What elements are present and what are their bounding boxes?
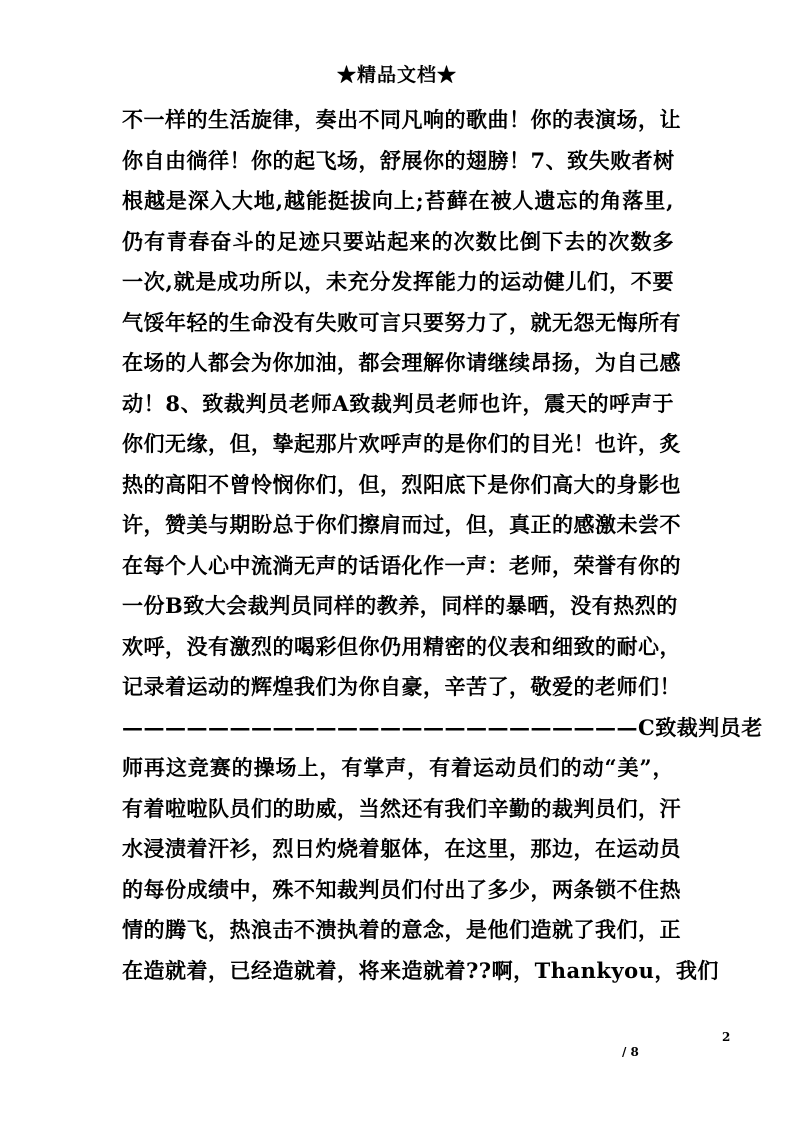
body-line: 在场的人都会为你加油，都会理解你请继续昂扬，为自己感	[122, 350, 681, 375]
body-line: 动！8、致裁判员老师A致裁判员老师也许，震天的呼声于	[122, 390, 674, 416]
document-body	[122, 100, 763, 991]
body-line: 情的腾飞，热浪击不溃执着的意念，是他们造就了我们，正	[122, 917, 681, 942]
document-header: ★精品文档★	[336, 64, 457, 86]
body-line: ————————————————————————C致裁判员老	[122, 714, 763, 740]
body-line: 在每个人心中流淌无声的话语化作一声：老师，荣誉有你的	[122, 552, 681, 578]
body-line: 欢呼，没有激烈的喝彩但你仍用精密的仪表和细致的耐心，	[122, 633, 681, 659]
body-line: 有着啦啦队员们的助威，当然还有我们辛勤的裁判员们，汗	[122, 795, 681, 821]
body-line: 师再这竞赛的操场上，有掌声，有着运动员们的动“美”，	[122, 755, 674, 780]
body-line: 水浸渍着汗衫，烈日灼烧着躯体，在这里，那边，在运动员	[122, 836, 681, 861]
body-line: 的每份成绩中，殊不知裁判员们付出了多少，两条锁不住热	[122, 876, 681, 902]
body-line: 许，赞美与期盼总于你们擦肩而过，但，真正的感激未尝不	[122, 512, 681, 537]
body-line: 你自由徜徉！你的起飞场，舒展你的翅膀！7、致失败者树	[122, 147, 675, 173]
page-total: / 8	[622, 1045, 639, 1059]
body-line: 记录着运动的辉煌我们为你自豪，辛苦了，敬爱的老师们！	[122, 674, 681, 699]
page-number: 2	[722, 1030, 731, 1044]
body-line: 气馁年轻的生命没有失败可言只要努力了，就无怨无悔所有	[122, 309, 681, 335]
body-line: 一次,就是成功所以，未充分发挥能力的运动健儿们，不要	[122, 269, 674, 294]
body-line: 根越是深入大地,越能挺拔向上;苔藓在被人遗忘的角落里,	[122, 188, 674, 213]
body-line: 你们无缘，但，挚起那片欢呼声的是你们的目光！也许，炙	[122, 431, 681, 456]
body-line: 热的高阳不曾怜悯你们，但，烈阳底下是你们高大的身影也	[122, 471, 681, 497]
body-line: 不一样的生活旋律，奏出不同凡响的歌曲！你的表演场，让	[122, 107, 681, 132]
body-line: 在造就着，已经造就着，将来造就着??啊，Thankyou，我们	[122, 957, 719, 983]
body-line: 一份B致大会裁判员同样的教养，同样的暴晒，没有热烈的	[122, 593, 678, 618]
body-line: 仍有青春奋斗的足迹只要站起来的次数比倒下去的次数多	[122, 228, 674, 254]
